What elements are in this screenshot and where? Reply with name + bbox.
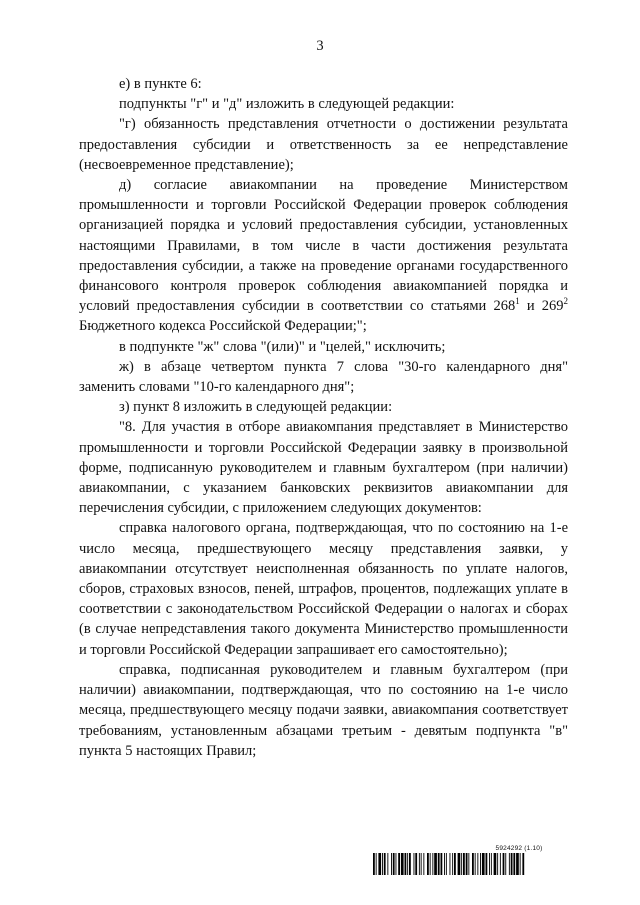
barcode-bar (432, 853, 433, 875)
barcode-bar (463, 853, 465, 875)
barcode-bar (438, 853, 440, 875)
barcode-bar (409, 853, 411, 875)
barcode-bar (450, 853, 451, 875)
barcode-bar (441, 853, 443, 875)
barcode-bar (511, 853, 513, 875)
barcode-bar (421, 853, 422, 875)
barcode-bar (520, 853, 521, 875)
barcode-bar (405, 853, 407, 875)
barcode-bar (415, 853, 417, 875)
barcode-bar (430, 853, 431, 875)
barcode-bar (427, 853, 429, 875)
superscript-1: 1 (515, 296, 520, 307)
barcode-bar (480, 853, 481, 875)
barcode-bar (468, 853, 469, 875)
barcode-bar (393, 853, 395, 875)
barcode-bar (414, 853, 415, 875)
barcode-bar (486, 853, 488, 875)
barcode-bar (503, 853, 505, 875)
barcode-bar (373, 853, 375, 875)
barcode-image (373, 853, 565, 875)
page-number: 3 (316, 38, 324, 54)
barcode-bar (482, 853, 485, 875)
barcode-bar (500, 853, 501, 875)
barcode-bar (444, 853, 445, 875)
paragraph-tax-certificate: справка налогового органа, подтверждающая, что по состоянию на 1-е число месяца, предшествующего месяцу представления заявки, у авиакомпании отсутствует неисполненная обязанность по уплате налогов, сборов, страховых взносов, пеней, штрафов, процентов, подлежащих уплате в соответствии с законодательством Российской Федерации о налогах и сборах (в случае непредставления такого документа Министерство промышленности и торговли Российской Федерации запрашивает его самостоятельно); (79, 520, 568, 658)
barcode-bar (505, 853, 506, 875)
barcode-bar (491, 853, 492, 875)
barcode-bar (489, 853, 490, 875)
barcode-bar (419, 853, 420, 875)
document-code: 5924292 (1.10) (495, 845, 543, 852)
paragraph-subitem-zh-exclusion: в подпункте "ж" слова "(или)" и "целей," исключить; (119, 338, 446, 355)
paragraph-point-8: "8. Для участия в отборе авиакомпания представляет в Министерство промышленности и торговли Российской Федерации заявку в произвольной форме, подписанную руководителем и главным бухгалтером (при наличии) авиакомпании, с указанием банковских реквизитов авиакомпании для перечисления субсидии, с приложением следующих документов: (79, 419, 568, 517)
subitem-d-text: д) согласие авиакомпании на проведение Министерством промышленности и торговли Российской Федерации проверок соблюдения организацией порядка и условий предоставления субсидии, установленных настоящими Правилами, в том числе в части достижения результата предоставления субсидии, а также на проведение органами государственного финансового контроля проверок соблюдения авиакомпанией порядка и условий предоставления субсидии в соответствии со статьями 268 (79, 177, 568, 315)
barcode-bar (434, 853, 437, 875)
paragraph-subitems-g-d: подпункты "г" и "д" изложить в следующей редакции: (119, 96, 455, 113)
paragraph-signed-certificate: справка, подписанная руководителем и главным бухгалтером (при наличии) авиакомпании, подтверждающая, что по состоянию на 1-е число месяца, предшествующего месяцу подачи заявки, авиакомпания соответствует требованиям, установленным абзацами третьим - девятым подпункта "в" пункта 5 настоящих Правил; (79, 661, 568, 759)
barcode-bar (398, 853, 400, 875)
barcode-bar (423, 853, 424, 875)
barcode-bar (401, 853, 404, 875)
barcode-bar (466, 853, 468, 875)
barcode-bar (446, 853, 447, 875)
barcode-bar (387, 853, 388, 875)
paragraph-subitem-g: "г) обязанность представления отчетности о достижении результата предоставления субсидии и ответственность за ее непредставление (несвоевременное представление); (79, 116, 568, 173)
barcode-bar (475, 853, 476, 875)
barcode-bar (513, 853, 515, 875)
barcode-bar (522, 853, 524, 875)
barcode-bar (396, 853, 397, 875)
paragraph-item-z: з) пункт 8 изложить в следующей редакции: (119, 399, 393, 416)
barcode-bar (497, 853, 498, 875)
barcode-bar (516, 853, 519, 875)
barcode-bar (378, 853, 381, 875)
barcode-bar (452, 853, 453, 875)
barcode-bar (477, 853, 478, 875)
barcode-bar (494, 853, 497, 875)
barcode-bar (472, 853, 474, 875)
barcode-bar (509, 853, 510, 875)
paragraph-subitem-d (79, 175, 568, 337)
subitem-d-text-between: и 269 (519, 298, 564, 315)
barcode-bar (454, 853, 456, 875)
barcode-bar (382, 853, 383, 875)
superscript-2: 2 (563, 296, 569, 307)
document-body (79, 74, 568, 761)
barcode-bar (384, 853, 386, 875)
barcode-bar (391, 853, 392, 875)
paragraph-item-e: е) в пункте 6: (119, 76, 202, 92)
paragraph-item-zh: ж) в абзаце четвертом пункта 7 слова "30-го календарного дня" заменить словами "10-го календарного дня"; (79, 358, 568, 396)
barcode-bar (407, 853, 408, 875)
barcode-bar (458, 853, 461, 875)
barcode-bar (461, 853, 462, 875)
subitem-d-text-after: Бюджетного кодекса Российской Федерации;"; (79, 318, 367, 335)
barcode-bar (376, 853, 377, 875)
